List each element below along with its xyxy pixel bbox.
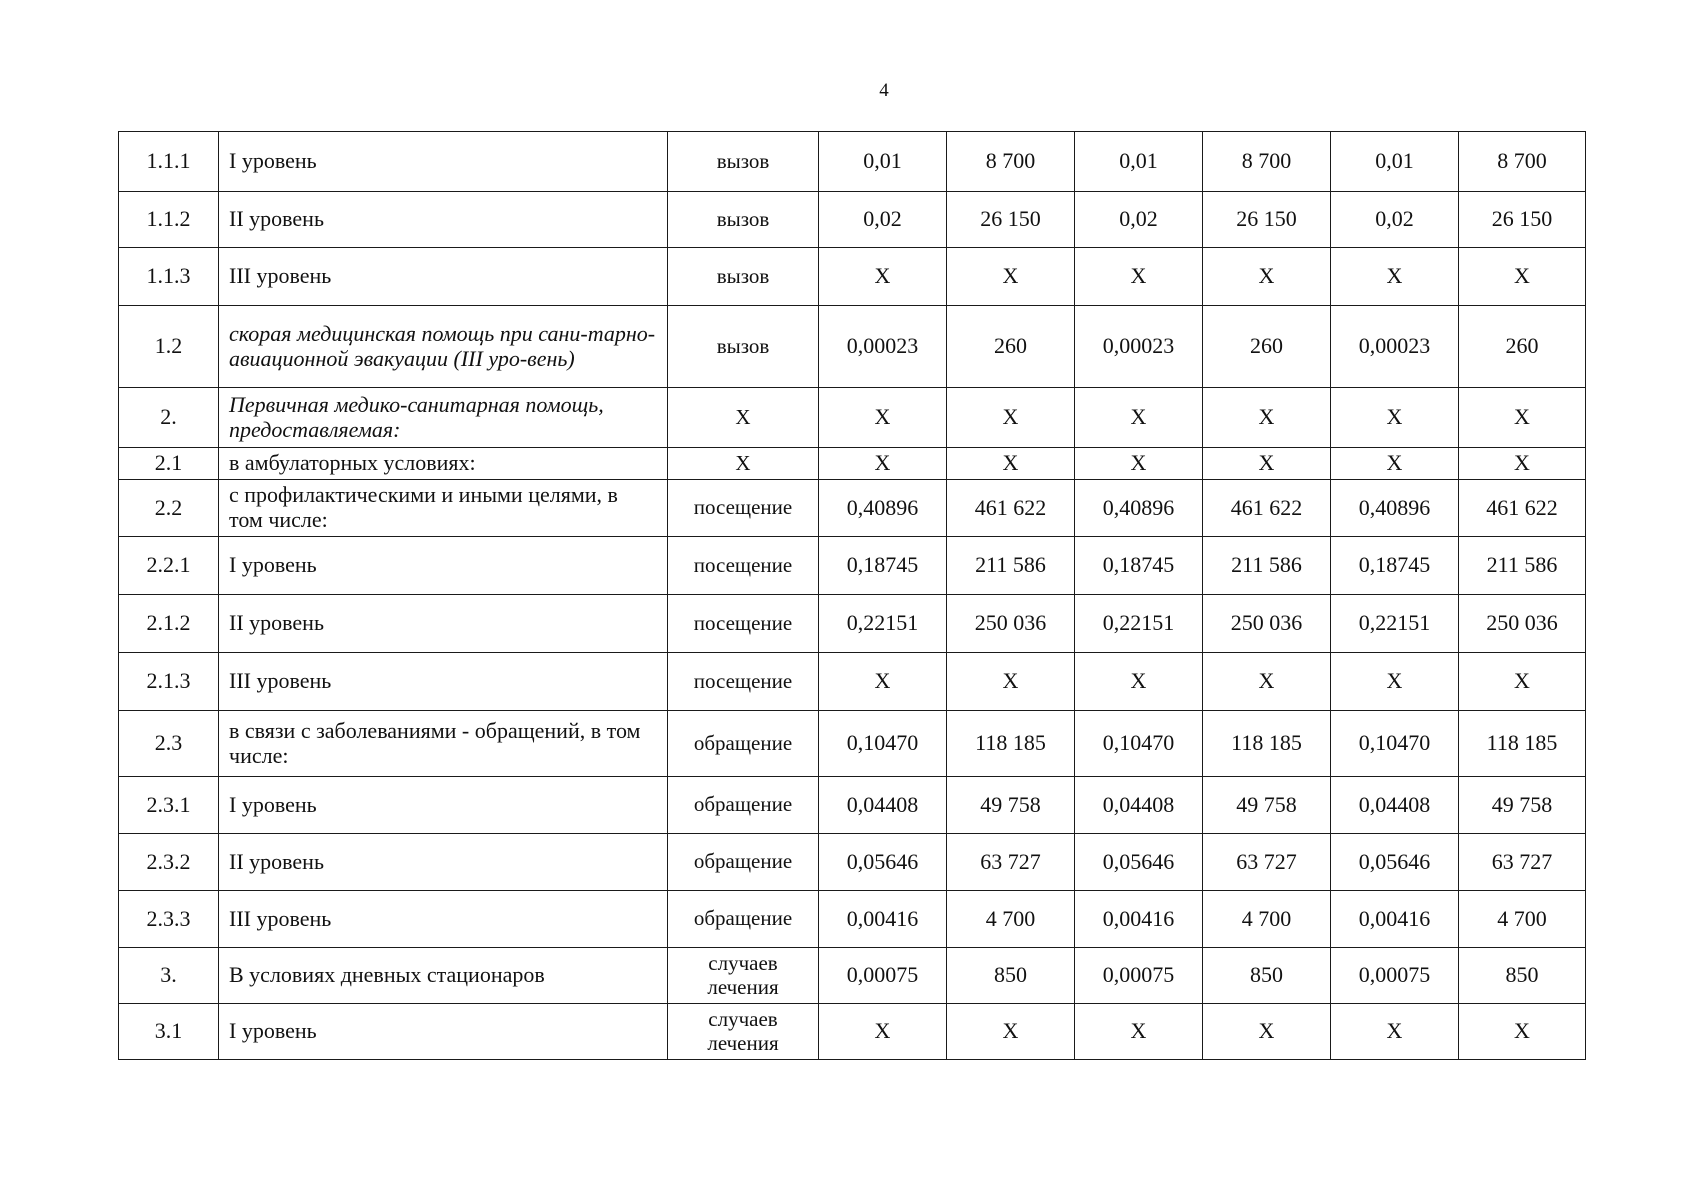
row-value: 8 700 (1203, 132, 1331, 192)
table-row (119, 248, 1586, 306)
row-value: 8 700 (1459, 132, 1586, 192)
row-value: 0,04408 (1331, 777, 1459, 834)
row-unit: обращение (668, 891, 819, 948)
table-row (119, 537, 1586, 595)
table-row (119, 834, 1586, 891)
row-name: I уровень (219, 537, 668, 595)
row-number: 2.2 (119, 480, 219, 537)
table-row (119, 448, 1586, 480)
page-number: 4 (879, 80, 889, 101)
row-value: 0,40896 (1075, 480, 1203, 537)
row-value: 0,00023 (1075, 306, 1203, 388)
row-number: 2.3 (119, 711, 219, 777)
row-value: 0,04408 (819, 777, 947, 834)
row-value: X (1075, 448, 1203, 480)
row-value: 0,10470 (1331, 711, 1459, 777)
row-unit: обращение (668, 777, 819, 834)
row-name: в связи с заболеваниями - обращений, в том числе: (219, 711, 668, 777)
row-value: X (1075, 388, 1203, 448)
row-number: 2.3.2 (119, 834, 219, 891)
row-number: 1.1.1 (119, 132, 219, 192)
row-value: X (1203, 653, 1331, 711)
row-unit: посещение (668, 595, 819, 653)
row-value: 250 036 (1459, 595, 1586, 653)
table-row (119, 1004, 1586, 1060)
row-value: 461 622 (947, 480, 1075, 537)
row-value: 0,05646 (1075, 834, 1203, 891)
row-value: 260 (1203, 306, 1331, 388)
row-value: 0,01 (1331, 132, 1459, 192)
row-value: 250 036 (1203, 595, 1331, 653)
row-value: 49 758 (947, 777, 1075, 834)
row-number: 2. (119, 388, 219, 448)
row-value: 0,05646 (1331, 834, 1459, 891)
row-value: 63 727 (1203, 834, 1331, 891)
row-value: 0,01 (1075, 132, 1203, 192)
row-value: X (1203, 448, 1331, 480)
row-name: I уровень (219, 1004, 668, 1060)
row-value: 211 586 (1459, 537, 1586, 595)
row-value: 118 185 (1203, 711, 1331, 777)
row-value: 0,02 (819, 192, 947, 248)
row-value: 260 (947, 306, 1075, 388)
row-value: 0,22151 (1331, 595, 1459, 653)
row-value: 0,22151 (819, 595, 947, 653)
row-name: II уровень (219, 192, 668, 248)
row-value: 0,18745 (1075, 537, 1203, 595)
row-unit: вызов (668, 192, 819, 248)
row-value: 0,00075 (1075, 948, 1203, 1004)
row-value: 4 700 (1203, 891, 1331, 948)
row-value: 0,18745 (1331, 537, 1459, 595)
row-value: 49 758 (1203, 777, 1331, 834)
row-value: X (947, 653, 1075, 711)
table-row (119, 891, 1586, 948)
row-value: X (1203, 388, 1331, 448)
table-row (119, 777, 1586, 834)
row-value: 0,02 (1075, 192, 1203, 248)
row-value: 0,10470 (1075, 711, 1203, 777)
row-value: X (1459, 248, 1586, 306)
row-value: X (1075, 1004, 1203, 1060)
row-number: 1.1.2 (119, 192, 219, 248)
row-unit: X (668, 388, 819, 448)
row-number: 1.1.3 (119, 248, 219, 306)
row-value: 0,00075 (819, 948, 947, 1004)
row-value: 26 150 (1203, 192, 1331, 248)
row-value: 461 622 (1203, 480, 1331, 537)
row-value: 63 727 (947, 834, 1075, 891)
row-value: 0,00075 (1331, 948, 1459, 1004)
row-value: X (1331, 388, 1459, 448)
row-value: 250 036 (947, 595, 1075, 653)
row-name: II уровень (219, 595, 668, 653)
row-unit: посещение (668, 653, 819, 711)
row-value: 4 700 (1459, 891, 1586, 948)
table-row (119, 711, 1586, 777)
row-unit: посещение (668, 537, 819, 595)
row-value: 211 586 (947, 537, 1075, 595)
row-value: X (819, 653, 947, 711)
row-value: 211 586 (1203, 537, 1331, 595)
row-unit: X (668, 448, 819, 480)
row-value: 26 150 (1459, 192, 1586, 248)
row-number: 3.1 (119, 1004, 219, 1060)
row-value: 0,40896 (1331, 480, 1459, 537)
row-value: 850 (947, 948, 1075, 1004)
row-unit: вызов (668, 132, 819, 192)
row-name: II уровень (219, 834, 668, 891)
row-value: 850 (1459, 948, 1586, 1004)
row-value: 118 185 (1459, 711, 1586, 777)
row-name: скорая медицинская помощь при сани-тарно-авиационной эвакуации (III уро-вень) (219, 306, 668, 388)
row-unit: вызов (668, 306, 819, 388)
row-value: 8 700 (947, 132, 1075, 192)
row-value: X (1331, 448, 1459, 480)
row-value: 0,00023 (819, 306, 947, 388)
row-value: 49 758 (1459, 777, 1586, 834)
row-value: 0,10470 (819, 711, 947, 777)
row-value: 63 727 (1459, 834, 1586, 891)
row-value: 0,05646 (819, 834, 947, 891)
row-value: X (1459, 388, 1586, 448)
row-value: 4 700 (947, 891, 1075, 948)
row-value: 461 622 (1459, 480, 1586, 537)
row-value: 0,01 (819, 132, 947, 192)
data-table (118, 131, 1586, 1060)
row-unit: посещение (668, 480, 819, 537)
row-name: I уровень (219, 132, 668, 192)
row-number: 2.2.1 (119, 537, 219, 595)
row-value: 0,00416 (1075, 891, 1203, 948)
row-value: X (1203, 248, 1331, 306)
row-value: X (947, 248, 1075, 306)
row-value: X (947, 448, 1075, 480)
table-row (119, 388, 1586, 448)
table-row (119, 132, 1586, 192)
row-value: 0,22151 (1075, 595, 1203, 653)
row-value: 0,00023 (1331, 306, 1459, 388)
table-body (119, 132, 1586, 1060)
row-value: X (1075, 653, 1203, 711)
row-value: X (1331, 1004, 1459, 1060)
row-value: 0,18745 (819, 537, 947, 595)
row-name: В условиях дневных стационаров (219, 948, 668, 1004)
row-value: X (1459, 448, 1586, 480)
row-value: X (947, 1004, 1075, 1060)
row-value: X (1459, 1004, 1586, 1060)
row-value: 0,04408 (1075, 777, 1203, 834)
table-row (119, 192, 1586, 248)
row-value: X (819, 1004, 947, 1060)
row-unit: вызов (668, 248, 819, 306)
table-row (119, 595, 1586, 653)
table-row (119, 948, 1586, 1004)
row-name: в амбулаторных условиях: (219, 448, 668, 480)
row-value: X (1331, 653, 1459, 711)
row-unit: случаев лечения (668, 1004, 819, 1060)
row-name: Первичная медико-санитарная помощь, предоставляемая: (219, 388, 668, 448)
row-value: X (1075, 248, 1203, 306)
row-value: X (1203, 1004, 1331, 1060)
row-number: 2.1.2 (119, 595, 219, 653)
row-number: 1.2 (119, 306, 219, 388)
row-value: 26 150 (947, 192, 1075, 248)
table-row (119, 653, 1586, 711)
table-row (119, 306, 1586, 388)
row-number: 3. (119, 948, 219, 1004)
row-value: X (819, 388, 947, 448)
row-value: X (819, 248, 947, 306)
row-value: 118 185 (947, 711, 1075, 777)
row-unit: обращение (668, 834, 819, 891)
row-number: 2.1 (119, 448, 219, 480)
row-value: X (947, 388, 1075, 448)
row-name: III уровень (219, 248, 668, 306)
row-value: 0,02 (1331, 192, 1459, 248)
row-unit: случаев лечения (668, 948, 819, 1004)
row-value: 260 (1459, 306, 1586, 388)
row-number: 2.3.1 (119, 777, 219, 834)
row-number: 2.3.3 (119, 891, 219, 948)
row-name: III уровень (219, 653, 668, 711)
row-unit: обращение (668, 711, 819, 777)
row-number: 2.1.3 (119, 653, 219, 711)
row-name: III уровень (219, 891, 668, 948)
row-value: 0,40896 (819, 480, 947, 537)
table-row (119, 480, 1586, 537)
row-value: 0,00416 (819, 891, 947, 948)
row-value: X (1459, 653, 1586, 711)
row-name: с профилактическими и иными целями, в том числе: (219, 480, 668, 537)
row-value: 0,00416 (1331, 891, 1459, 948)
row-name: I уровень (219, 777, 668, 834)
row-value: X (819, 448, 947, 480)
row-value: 850 (1203, 948, 1331, 1004)
row-value: X (1331, 248, 1459, 306)
